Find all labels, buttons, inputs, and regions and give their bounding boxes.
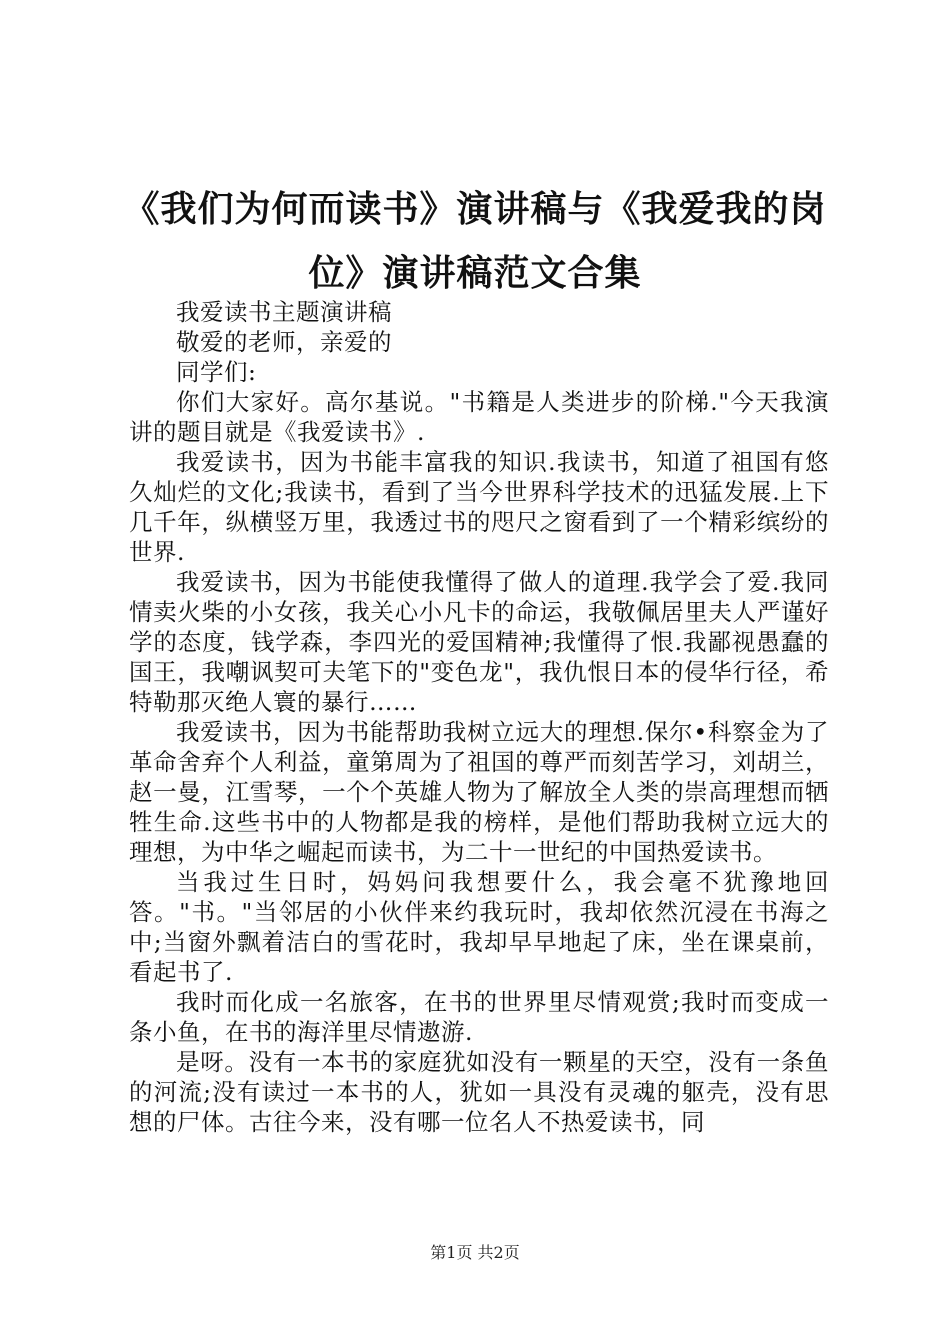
- paragraph: 我爱读书，因为书能帮助我树立远大的理想.保尔•科察金为了革命舍弃个人利益，童第周为了祖国的尊严而刻苦学习，刘胡兰，赵一曼，江雪琴，一个个英雄人物为了解放全人类的崇高理想而牺牲生命.这些书中的人物都是我的榜样，是他们帮助我树立远大的理想，为中华之崛起而读书，为二十一世纪的中国热爱读书。: [129, 718, 829, 866]
- document-body: [129, 297, 829, 1137]
- page-footer: [0, 1243, 950, 1263]
- paragraph: 我爱读书，因为书能使我懂得了做人的道理.我学会了爱.我同情卖火柴的小女孩，我关心小凡卡的命运，我敬佩居里夫人严谨好学的态度，钱学森，李四光的爱国精神;我懂得了恨.我鄙视愚蠢的国王，我嘲讽契可夫笔下的"变色龙"，我仇恨日本的侵华行径，希特勒那灭绝人寰的暴行……: [129, 568, 829, 716]
- paragraph: 你们大家好。高尔基说。"书籍是人类进步的阶梯."今天我演讲的题目就是《我爱读书》.: [129, 388, 829, 446]
- page-number: 第1页 共2页: [430, 1243, 520, 1262]
- paragraph: 我爱读书主题演讲稿: [176, 298, 392, 326]
- paragraph: 我爱读书，因为书能丰富我的知识.我读书，知道了祖国有悠久灿烂的文化;我读书，看到了当今世界科学技术的迅猛发展.上下几千年，纵横竖万里，我透过书的咫尺之窗看到了一个精彩缤纷的世界.: [129, 448, 829, 566]
- paragraph: 同学们:: [176, 358, 257, 386]
- paragraph: 是呀。没有一本书的家庭犹如没有一颗星的天空，没有一条鱼的河流;没有读过一本书的人，犹如一具没有灵魂的躯壳，没有思想的尸体。古往今来，没有哪一位名人不热爱读书，同: [129, 1048, 829, 1136]
- paragraph: 当我过生日时，妈妈问我想要什么，我会毫不犹豫地回答。"书。"当邻居的小伙伴来约我玩时，我却依然沉浸在书海之中;当窗外飘着洁白的雪花时，我却早早地起了床，坐在课桌前，看起书了.: [129, 868, 829, 986]
- paragraph: 敬爱的老师，亲爱的: [176, 328, 392, 356]
- document-title: 《我们为何而读书》演讲稿与《我爱我的岗位》演讲稿范文合集: [123, 189, 827, 294]
- paragraph: 我时而化成一名旅客，在书的世界里尽情观赏;我时而变成一条小鱼，在书的海洋里尽情遨游.: [129, 988, 829, 1046]
